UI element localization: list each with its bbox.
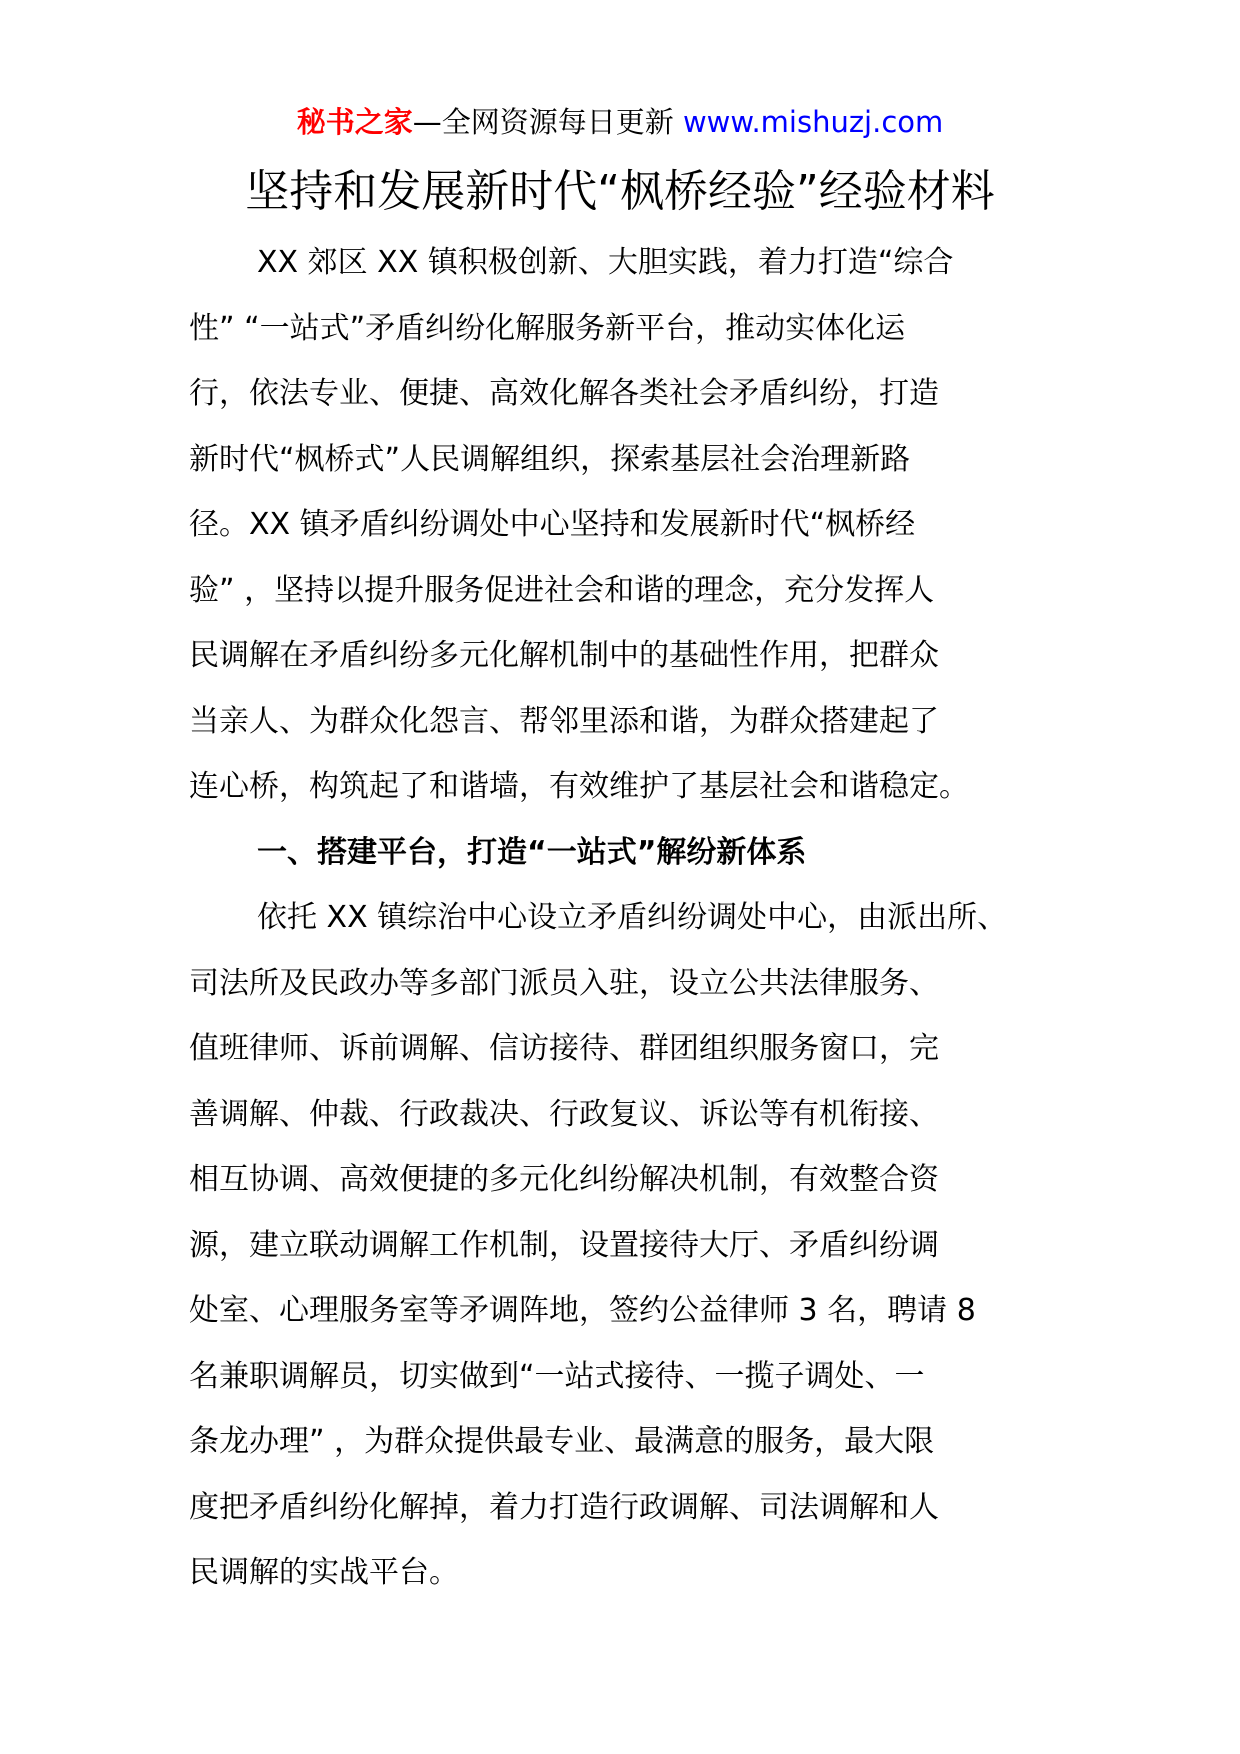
paragraph-line: 值班律师、诉前调解、信访接待、群团组织服务窗口，完 xyxy=(189,1031,939,1066)
paragraph-line: 民调解的实战平台。 xyxy=(189,1555,459,1590)
paragraph-line: 验” ，坚持以提升服务促进社会和谐的理念，充分发挥人 xyxy=(189,572,935,608)
section-heading: 一、搭建平台，打造“一站式”解纷新体系 xyxy=(257,834,807,870)
paragraph-line: 名兼职调解员，切实做到“一站式接待、一揽子调处、一 xyxy=(189,1358,925,1394)
paragraph-line: 依托 XX 镇综治中心设立矛盾纠纷调处中心，由派出所、 xyxy=(257,900,1008,935)
paragraph-line: 径。XX 镇矛盾纠纷调处中心坚持和发展新时代“枫桥经 xyxy=(189,507,916,542)
paragraph-line: 处室、心理服务室等矛调阵地，签约公益律师 3 名，聘请 8 xyxy=(189,1293,976,1328)
website-link[interactable]: www.mishuzj.com xyxy=(682,105,944,139)
paragraph-line: 民调解在矛盾纠纷多元化解机制中的基础性作用，把群众 xyxy=(189,638,939,673)
paragraph-line: 度把矛盾纠纷化解掉，着力打造行政调解、司法调解和人 xyxy=(189,1489,939,1525)
document-title: 坚持和发展新时代“枫桥经验”经验材料 xyxy=(245,166,995,217)
paragraph-line: 新时代“枫桥式”人民调解组织，探索基层社会治理新路 xyxy=(189,441,911,477)
paragraph-line: 源，建立联动调解工作机制，设置接待大厅、矛盾纠纷调 xyxy=(189,1227,939,1263)
document-body xyxy=(189,230,1059,1606)
paragraph-line: 行，依法专业、便捷、高效化解各类社会矛盾纠纷，打造 xyxy=(189,376,939,411)
brand-name: 秘书之家 xyxy=(296,105,413,139)
paragraph-line: 善调解、仲裁、行政裁决、行政复议、诉讼等有机衔接、 xyxy=(189,1096,939,1132)
paragraph-line: 司法所及民政办等多部门派员入驻，设立公共法律服务、 xyxy=(189,965,939,1001)
paragraph-line: 条龙办理” ，为群众提供最专业、最满意的服务，最大限 xyxy=(189,1424,935,1459)
paragraph-line: 相互协调、高效便捷的多元化纠纷解决机制，有效整合资 xyxy=(189,1162,939,1197)
header-tagline: —全网资源每日更新 xyxy=(412,105,674,139)
page-header xyxy=(0,102,1240,142)
paragraph-line: 性” “一站式”矛盾纠纷化解服务新平台，推动实体化运 xyxy=(189,310,906,346)
paragraph-line: 连心桥，构筑起了和谐墙，有效维护了基层社会和谐稳定。 xyxy=(189,769,969,804)
paragraph-line: 当亲人、为群众化怨言、帮邻里添和谐，为群众搭建起了 xyxy=(189,703,939,739)
paragraph-line: XX 郊区 XX 镇积极创新、大胆实践，着力打造“综合 xyxy=(257,245,954,280)
